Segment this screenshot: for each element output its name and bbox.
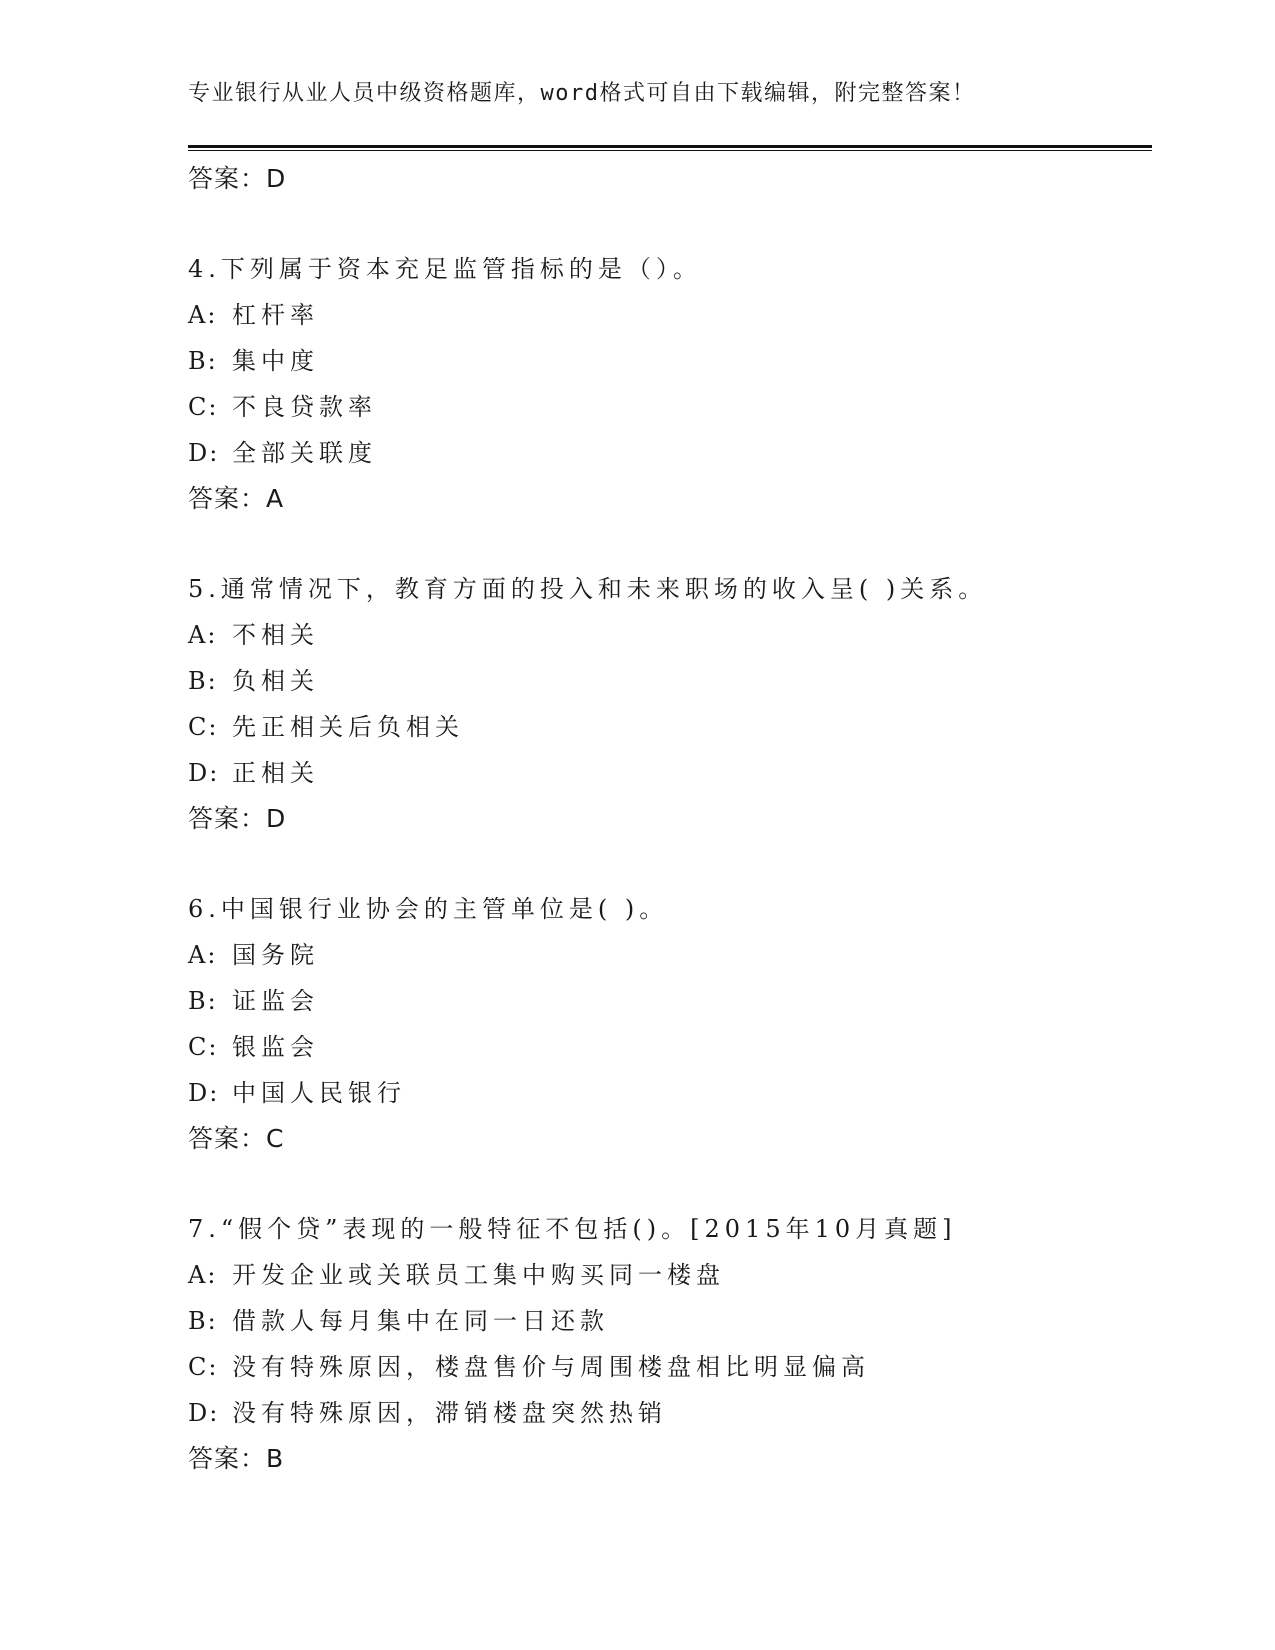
option-text: 不良贷款率: [232, 393, 377, 421]
spacer: [188, 202, 1152, 246]
option-letter: A:: [188, 301, 218, 329]
option-text: 银监会: [232, 1033, 319, 1061]
option-text: 正相关: [232, 759, 319, 787]
question-block: [188, 566, 1152, 842]
option-letter: A:: [188, 1261, 218, 1289]
option-text: 不相关: [232, 621, 319, 649]
spacer: [188, 1162, 1152, 1206]
option-d: [188, 1390, 1152, 1436]
option-c: [188, 704, 1152, 750]
option-d: [188, 430, 1152, 476]
option-a: [188, 932, 1152, 978]
question-block: [188, 246, 1152, 522]
option-a: [188, 292, 1152, 338]
option-c: [188, 384, 1152, 430]
answer-line: 答案：A: [188, 484, 285, 513]
option-letter: D:: [188, 1079, 220, 1107]
answer-line: 答案：D: [188, 164, 287, 193]
option-a: [188, 1252, 1152, 1298]
option-letter: A:: [188, 621, 218, 649]
option-letter: D:: [188, 439, 220, 467]
page-header: 专业银行从业人员中级资格题库，word格式可自由下载编辑，附完整答案！: [188, 81, 976, 106]
question-block: [188, 1206, 1152, 1482]
answer-line: 答案：D: [188, 804, 287, 833]
option-letter: B:: [188, 347, 218, 375]
option-text: 借款人每月集中在同一日还款: [232, 1307, 609, 1335]
option-b: [188, 658, 1152, 704]
header-divider: [188, 145, 1152, 151]
question-stem: 4.下列属于资本充足监管指标的是（）。: [188, 255, 702, 283]
option-text: 证监会: [232, 987, 319, 1015]
option-b: [188, 338, 1152, 384]
question-block: [188, 886, 1152, 1162]
option-d: [188, 1070, 1152, 1116]
question-stem: 6.中国银行业协会的主管单位是( )。: [188, 895, 669, 923]
option-d: [188, 750, 1152, 796]
option-text: 中国人民银行: [232, 1079, 406, 1107]
option-text: 杠杆率: [232, 301, 319, 329]
spacer: [188, 842, 1152, 886]
option-letter: C:: [188, 1353, 219, 1381]
option-c: [188, 1024, 1152, 1070]
spacer: [188, 522, 1152, 566]
option-text: 负相关: [232, 667, 319, 695]
option-letter: C:: [188, 713, 219, 741]
option-b: [188, 978, 1152, 1024]
option-letter: B:: [188, 987, 218, 1015]
option-text: 没有特殊原因，楼盘售价与周围楼盘相比明显偏高: [232, 1353, 870, 1381]
option-a: [188, 612, 1152, 658]
option-text: 集中度: [232, 347, 319, 375]
option-text: 开发企业或关联员工集中购买同一楼盘: [232, 1261, 725, 1289]
option-text: 全部关联度: [232, 439, 377, 467]
option-letter: A:: [188, 941, 218, 969]
question-list: [188, 156, 1152, 1482]
question-stem: 7.“假个贷”表现的一般特征不包括()。[2015年10月真题]: [188, 1215, 957, 1243]
option-letter: C:: [188, 393, 219, 421]
option-b: [188, 1298, 1152, 1344]
option-letter: C:: [188, 1033, 219, 1061]
option-letter: D:: [188, 759, 220, 787]
option-letter: D:: [188, 1399, 220, 1427]
question-stem: 5.通常情况下，教育方面的投入和未来职场的收入呈( )关系。: [188, 575, 988, 603]
option-letter: B:: [188, 667, 218, 695]
option-text: 没有特殊原因，滞销楼盘突然热销: [232, 1399, 667, 1427]
option-c: [188, 1344, 1152, 1390]
option-letter: B:: [188, 1307, 218, 1335]
answer-line: 答案：B: [188, 1444, 285, 1473]
option-text: 先正相关后负相关: [232, 713, 464, 741]
answer-line: 答案：C: [188, 1124, 285, 1153]
option-text: 国务院: [232, 941, 319, 969]
